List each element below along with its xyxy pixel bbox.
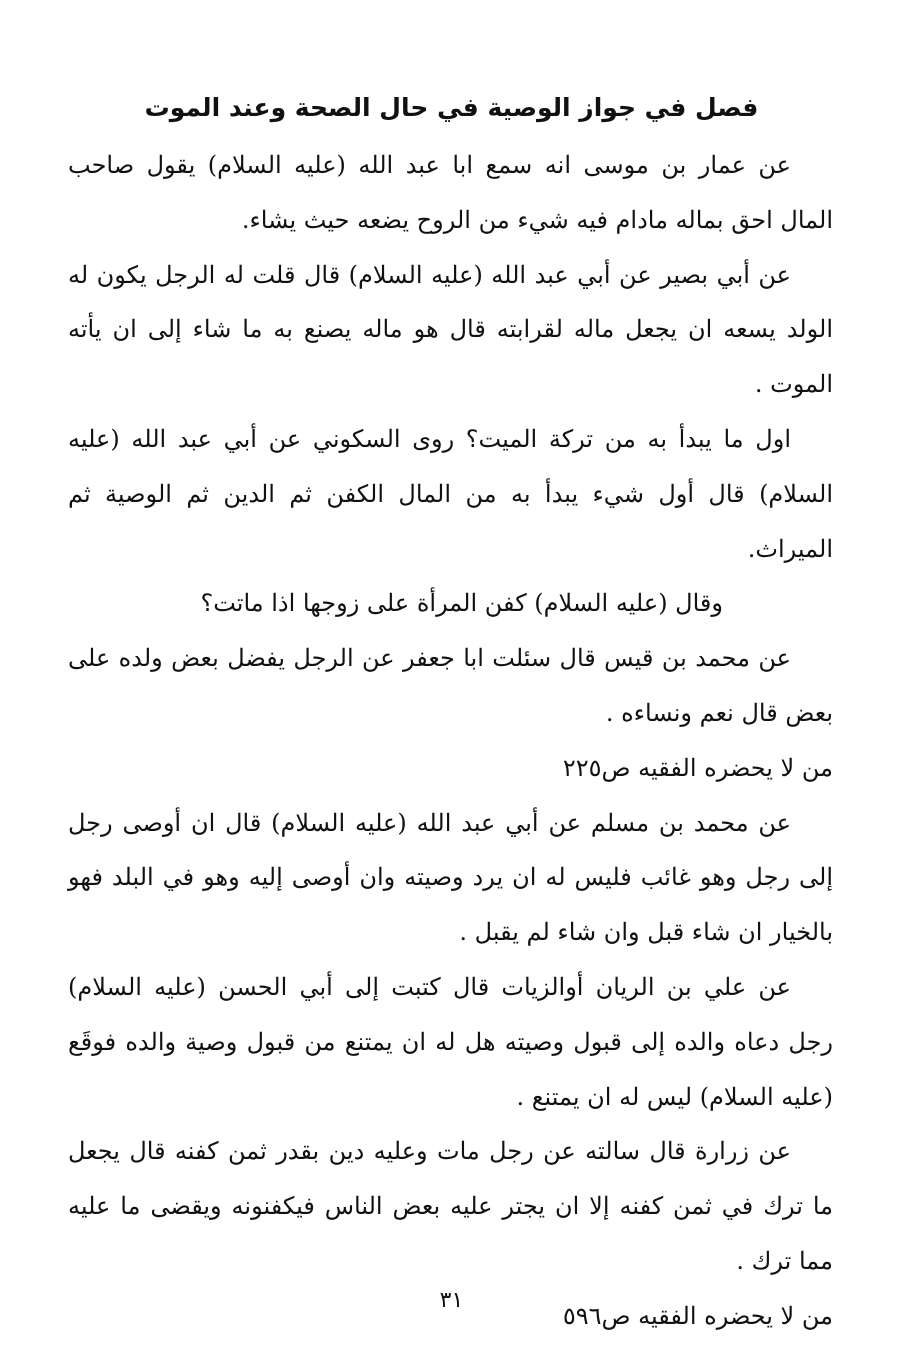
paragraph-muhammad-bin-qays: عن محمد بن قيس قال سئلت ابا جعفر عن الرجل يفضل بعض ولده على بعض قال نعم ونساءه . [68, 644, 833, 727]
source-reference-225: من لا يحضره الفقيه ص٢٢٥ [562, 753, 833, 782]
document-body [68, 138, 833, 1344]
paragraph-abi-basir: عن أبي بصير عن أبي عبد الله (عليه السلام) قال قلت له الرجل يكون له الولد يسعه ان يجعل ماله لقرابته قال هو ماله يصنع به ما شاء إلى ان يأته الموت . [68, 260, 833, 399]
section-title: فصل في جواز الوصية في حال الصحة وعند الموت [144, 93, 759, 122]
paragraph-ali-bin-rayyan: عن علي بن الريان أوالزيات قال كتبت إلى أبي الحسن (عليه السلام) رجل دعاه والده إلى قبول وصيته هل له ان يمتنع من قبول وصية والده فوقَع (عليه السلام) ليس له ان يمتنع . [68, 972, 833, 1111]
source-reference-596: من لا يحضره الفقيه ص٥٩٦ [562, 1301, 833, 1330]
paragraph-zurara: عن زرارة قال سالته عن رجل مات وعليه دين بقدر ثمن كفنه قال يجعل ما ترك في ثمن كفنه إلا ان يجتر عليه بعض الناس فيكفنونه ويقضى ما عليه مما ترك . [68, 1137, 833, 1275]
paragraph-ammar-bin-musa: عن عمار بن موسى انه سمع ابا عبد الله (عليه السلام) يقول صاحب المال احق بماله مادام فيه شيء من الروح يضعه حيث يشاء. [68, 151, 833, 234]
paragraph-first-from-estate: اول ما يبدأ به من تركة الميت؟ روى السكوني عن أبي عبد الله (عليه السلام) قال أول شيء يبدأ به من المال الكفن ثم الدين ثم الوصية ثم الميراث. [68, 424, 833, 563]
paragraph-woman-shroud: وقال (عليه السلام) كفن المرأة على زوجها اذا ماتت؟ [200, 589, 723, 618]
paragraph-muhammad-bin-muslim: عن محمد بن مسلم عن أبي عبد الله (عليه السلام) قال ان أوصى رجل إلى رجل وهو غائب فليس له ان يرد وصيته وان أوصى إليه وهو في البلد فهو بالخيار ان شاء قبل وان شاء لم يقبل . [68, 808, 833, 947]
page-number: ٣١ [439, 1288, 464, 1313]
